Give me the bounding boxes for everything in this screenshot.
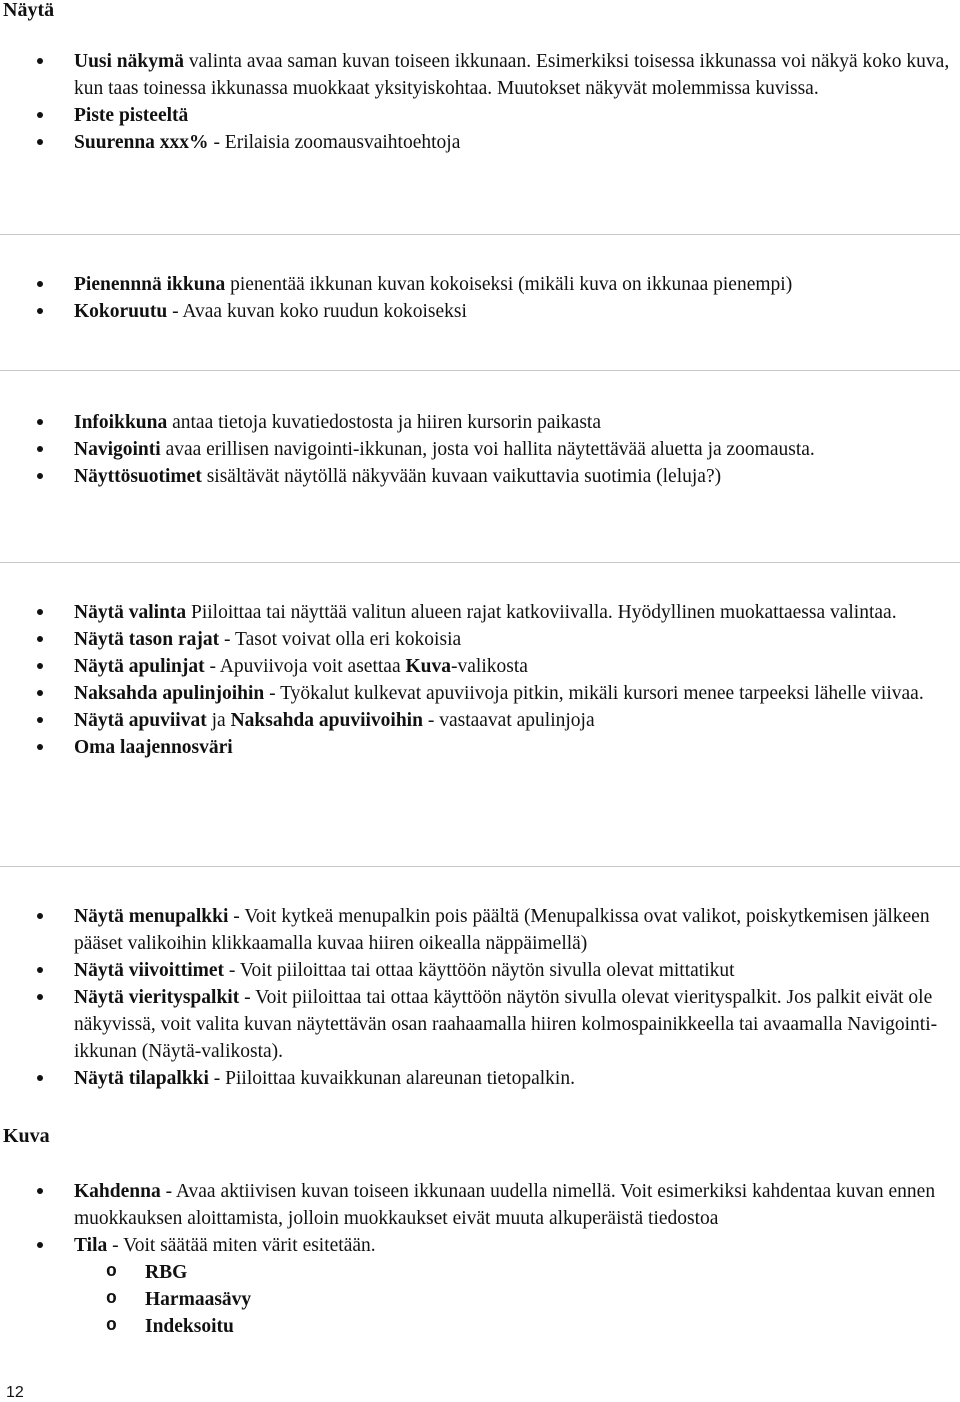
option-description: antaa tietoja kuvatiedostosta ja hiiren kursorin paikasta <box>167 412 601 433</box>
option-description: pienentää ikkunan kuvan kokoiseksi (mikäli kuva on ikkunaa pienempi) <box>225 274 793 295</box>
list-item <box>0 436 960 463</box>
option-list-4 <box>0 599 960 761</box>
option-name: Pienennnä ikkuna <box>74 274 226 295</box>
option-list-6 <box>0 1178 960 1340</box>
option-name: Oma laajennosväri <box>74 737 233 758</box>
list-item <box>0 102 960 129</box>
option-description-suffix: - vastaavat apulinjoja <box>422 710 595 731</box>
section-divider <box>0 866 960 867</box>
list-item <box>0 1232 960 1340</box>
option-description: sisältävät näytöllä näkyvään kuvaan vaikuttavia suotimia (leluja?) <box>201 466 722 487</box>
list-item <box>0 734 960 761</box>
color-mode-list <box>74 1259 952 1340</box>
option-description: - Voit säätää miten värit esitetään. <box>107 1235 376 1256</box>
list-item <box>0 653 960 680</box>
color-mode-item: o Harmaasävy <box>74 1286 952 1313</box>
option-name: Uusi näkymä <box>74 51 184 72</box>
option-description: Piiloittaa tai näyttää valitun alueen rajat katkoviivalla. Hyödyllinen muokattaessa valintaa. <box>186 602 897 623</box>
option-description: - Työkalut kulkevat apuviivoja pitkin, mikäli kursori menee tarpeeksi lähelle viivaa. <box>264 683 924 704</box>
option-name: Suurenna xxx% <box>74 132 209 153</box>
list-item <box>0 1065 960 1092</box>
option-description: - Voit piiloittaa tai ottaa käyttöön näytön sivulla olevat mittatikut <box>224 960 735 981</box>
option-list-1 <box>0 48 960 156</box>
option-name: Näytä viivoittimet <box>74 960 225 981</box>
section-heading-kuva: Kuva <box>3 1125 50 1147</box>
option-list-2 <box>0 271 960 325</box>
option-description: valinta avaa saman kuvan toiseen ikkunaan. Esimerkiksi toisessa ikkunassa voi näkyä koko kuva, kun taas toinessa ikkunassa muokkaat yksityiskohtaa. Muutokset näkyvät molemmissa kuvissa. <box>74 51 950 99</box>
option-name: Näytä apuviivat <box>74 710 207 731</box>
option-description: - Piiloittaa kuvaikkunan alareunan tietopalkin. <box>208 1068 575 1089</box>
option-name: Naksahda apulinjoihin <box>74 683 265 704</box>
option-description: - Erilaisia zoomausvaihtoehtoja <box>208 132 461 153</box>
option-name: Näytä apulinjat <box>74 656 205 677</box>
list-item <box>0 903 960 957</box>
option-name: Navigointi <box>74 439 161 460</box>
option-list-3 <box>0 409 960 490</box>
section-divider <box>0 562 960 563</box>
option-description: - Tasot voivat olla eri kokoisia <box>219 629 462 650</box>
option-name: Infoikkuna <box>74 412 168 433</box>
option-name: Kahdenna <box>74 1181 161 1202</box>
color-mode-item: o Indeksoitu <box>74 1313 952 1340</box>
option-name: Näytä menupalkki <box>74 906 229 927</box>
option-description: - Apuviivoja voit asettaa <box>204 656 406 677</box>
option-description: - Avaa kuvan koko ruudun kokoiseksi <box>167 301 467 322</box>
option-name: Näytä vierityspalkit <box>74 987 240 1008</box>
option-name: Piste pisteeltä <box>74 105 189 126</box>
list-item <box>0 463 960 490</box>
list-item <box>0 298 960 325</box>
list-item <box>0 271 960 298</box>
list-item <box>0 129 960 156</box>
option-description-suffix: -valikosta <box>451 656 528 677</box>
option-list-5 <box>0 903 960 1092</box>
list-item <box>0 680 960 707</box>
list-item <box>0 1178 960 1232</box>
option-description: - Voit kytkeä menupalkin pois päältä (Menupalkissa ovat valikot, poiskytkemisen jälkeen pääset valikoihin klikkaamalla kuvaa hiiren oikealla näppäimellä) <box>74 906 930 954</box>
list-item <box>0 707 960 734</box>
option-description: avaa erillisen navigointi-ikkunan, josta voi hallita näytettävää aluetta ja zoomausta. <box>160 439 815 460</box>
option-description: - Avaa aktiivisen kuvan toiseen ikkunaan uudella nimellä. Voit esimerkiksi kahdentaa kuvan ennen muokkauksen aloittamista, jolloin muokkaukset eivät muuta alkuperäistä tiedostoa <box>74 1181 936 1229</box>
list-item <box>0 48 960 102</box>
option-name: Näyttösuotimet <box>74 466 202 487</box>
list-item <box>0 409 960 436</box>
section-divider <box>0 370 960 371</box>
section-heading-nayta: Näytä <box>3 0 55 21</box>
page-number: 12 <box>6 1384 24 1401</box>
list-item <box>0 626 960 653</box>
list-item <box>0 957 960 984</box>
option-name: Näytä valinta <box>74 602 187 623</box>
option-name: Näytä tilapalkki <box>74 1068 209 1089</box>
option-name: Kokoruutu <box>74 301 168 322</box>
list-item <box>0 599 960 626</box>
section-divider <box>0 234 960 235</box>
option-name: Näytä tason rajat <box>74 629 220 650</box>
list-item <box>0 984 960 1065</box>
option-description: - Voit piiloittaa tai ottaa käyttöön näytön sivulla olevat vierityspalkit. Jos palkit eivät ole näkyvissä, voit valita kuvan näytettävän osan raahaamalla hiiren kolmospainikkeella tai avaamalla Navigointi-ikkunan (Näytä-valikosta). <box>74 987 938 1062</box>
color-mode-item: o RBG <box>74 1259 952 1286</box>
menu-reference: Kuva <box>405 656 451 677</box>
option-name: Tila <box>74 1235 108 1256</box>
option-description: ja <box>206 710 231 731</box>
option-name-secondary: Naksahda apuviivoihin <box>230 710 423 731</box>
